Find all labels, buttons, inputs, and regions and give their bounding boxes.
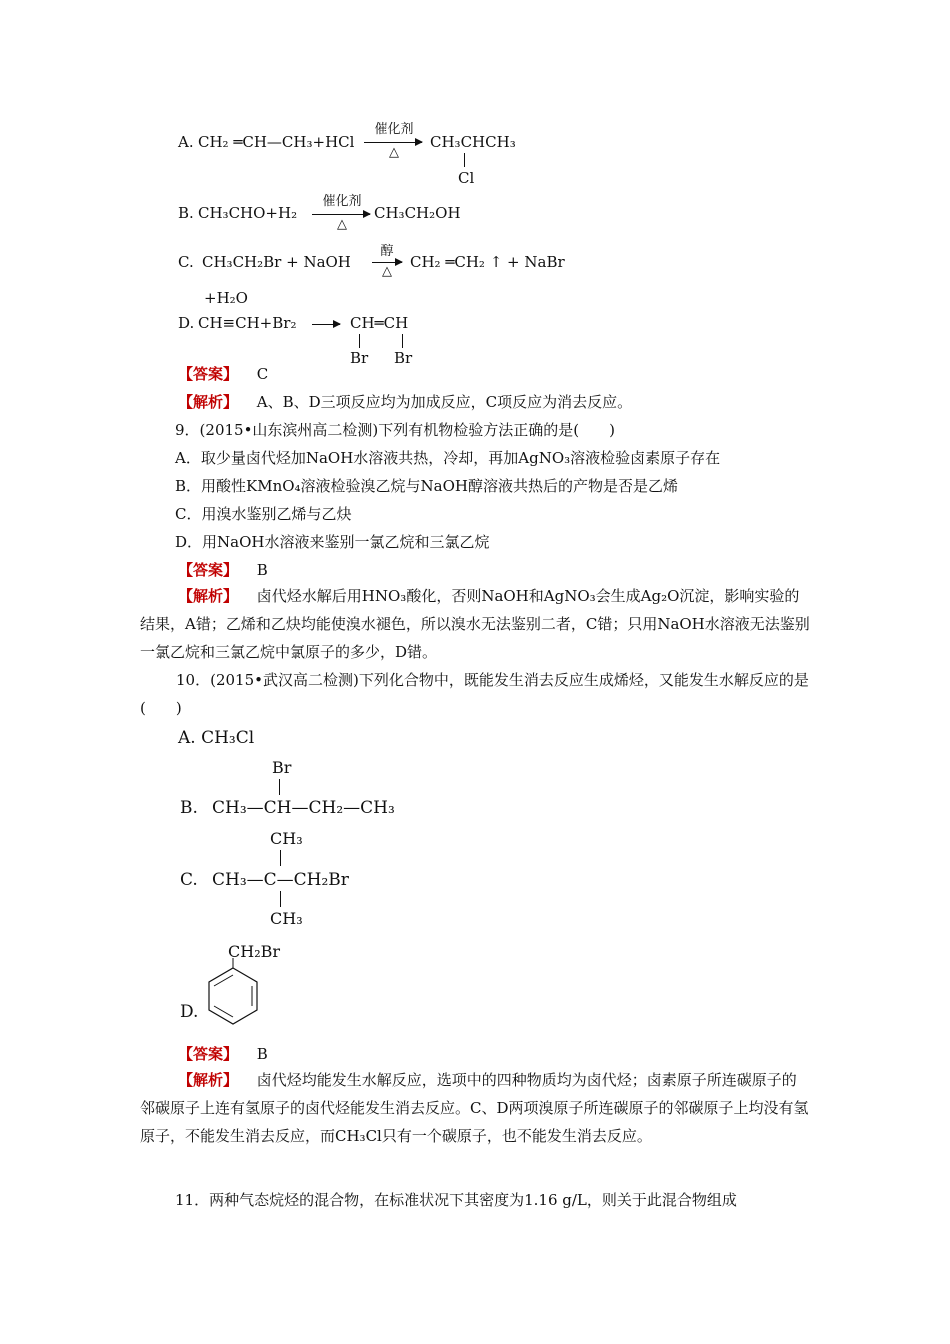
option-label: C. [178, 253, 194, 271]
product: CH═CH [350, 314, 409, 332]
bond-line [359, 334, 360, 348]
substituent-top: CH₃ [270, 829, 303, 848]
analysis-text: 卤代烃均能发生水解反应，选项中的四种物质均为卤代烃；卤素原子所连碳原子的邻碳原子上连有氢原子的卤代烃能发生消去反应。C、D两项溴原子所连碳原子的邻碳原子上均没有氢原子，不能发生消去反应，而CH₃Cl只有一个碳原子，也不能发生消去反应。 [140, 1071, 809, 1145]
q10-analysis [140, 1066, 810, 1150]
option-label: D. [180, 1002, 199, 1022]
reactants: CH≡CH+Br₂ [198, 314, 297, 332]
q9-analysis [140, 582, 810, 666]
analysis-text: A、B、D三项反应均为加成反应，C项反应为消去反应。 [256, 393, 633, 411]
bond-line [402, 334, 403, 348]
q9-option-b: B．用酸性KMnO₄溶液检验溴乙烷与NaOH醇溶液共热后的产物是否是乙烯 [175, 477, 679, 495]
reactants: CH₂ ═CH—CH₃+HCl [198, 133, 355, 151]
reaction-arrow [312, 324, 340, 325]
option-label: B. [178, 204, 194, 222]
condition-catalyst: 催化剂 [374, 122, 414, 137]
answer-value: B [256, 1045, 268, 1063]
q11-stem: 11．两种气态烷烃的混合物，在标准状况下其密度为1.16 g/L，则关于此混合物组成 [175, 1191, 737, 1209]
option-label: D. [178, 314, 195, 332]
q10-answer [178, 1044, 268, 1064]
products: CH₂ ═CH₂ ↑ + NaBr [410, 253, 565, 271]
substituent: CH₂Br [228, 942, 281, 961]
analysis-text: 卤代烃水解后用HNO₃酸化，否则NaOH和AgNO₃会生成Ag₂O沉淀，影响实验的结果，A错；乙烯和乙炔均能使溴水褪色，所以溴水无法鉴别二者，C错；只用NaOH水溶液无法鉴别一氯乙烷和三氯乙烷中氯原子的多少，D错。 [140, 587, 810, 661]
q9-answer [178, 560, 268, 580]
answer-tag: 【答案】 [178, 365, 239, 383]
condition-heat: △ [389, 145, 399, 160]
answer-value: B [256, 561, 268, 579]
formula: CH₃—CH—CH₂—CH₃ [212, 798, 395, 818]
analysis-tag: 【解析】 [178, 393, 239, 411]
q9-stem: 9．(2015•山东滨州高二检测)下列有机物检验方法正确的是( ) [175, 421, 615, 439]
bond-line [280, 891, 281, 907]
analysis-tag: 【解析】 [178, 1071, 239, 1089]
substituent: Cl [458, 169, 475, 187]
substituent: Br [272, 758, 292, 777]
option-label: A. [178, 133, 194, 151]
q9-option-c: C．用溴水鉴别乙烯与乙炔 [175, 505, 352, 523]
q10-option-a: A. CH₃Cl [178, 728, 255, 748]
product: CH₃CHCH₃ [430, 133, 516, 151]
q8-analysis [178, 392, 632, 412]
q9-option-d: D．用NaOH水溶液来鉴别一氯乙烷和三氯乙烷 [175, 533, 490, 551]
substituent-1: Br [350, 349, 369, 367]
product: CH₃CH₂OH [374, 204, 461, 222]
reaction-arrow [364, 142, 422, 143]
answer-tag: 【答案】 [178, 1045, 239, 1063]
analysis-tag: 【解析】 [178, 587, 239, 605]
q8-answer [178, 364, 268, 384]
reactants: CH₃CHO+H₂ [198, 204, 298, 222]
condition-catalyst: 催化剂 [322, 194, 362, 209]
substituent-bottom: CH₃ [270, 909, 303, 928]
bond-line [279, 779, 280, 795]
condition-heat: △ [337, 217, 347, 232]
bond-line [464, 153, 465, 167]
bond-line [280, 850, 281, 866]
q9-option-a: A．取少量卤代烃加NaOH水溶液共热，冷却，再加AgNO₃溶液检验卤素原子存在 [175, 449, 721, 467]
benzene-ring-icon [205, 958, 265, 1038]
option-label: C. [180, 870, 198, 890]
condition-heat: △ [382, 264, 392, 279]
reaction-arrow [372, 262, 402, 263]
reactants: CH₃CH₂Br + NaOH [202, 253, 351, 271]
answer-value: C [256, 365, 269, 383]
formula: CH₃—C—CH₂Br [212, 870, 349, 890]
answer-tag: 【答案】 [178, 561, 239, 579]
product-continued: +H₂O [204, 289, 248, 307]
option-label: B. [180, 798, 198, 818]
substituent-2: Br [394, 349, 413, 367]
reaction-arrow [312, 214, 370, 215]
q10-stem: 10．(2015•武汉高二检测)下列化合物中，既能发生消去反应生成烯烃，又能发生水解反应的是( ) [140, 671, 809, 717]
condition-alcohol: 醇 [380, 244, 394, 259]
